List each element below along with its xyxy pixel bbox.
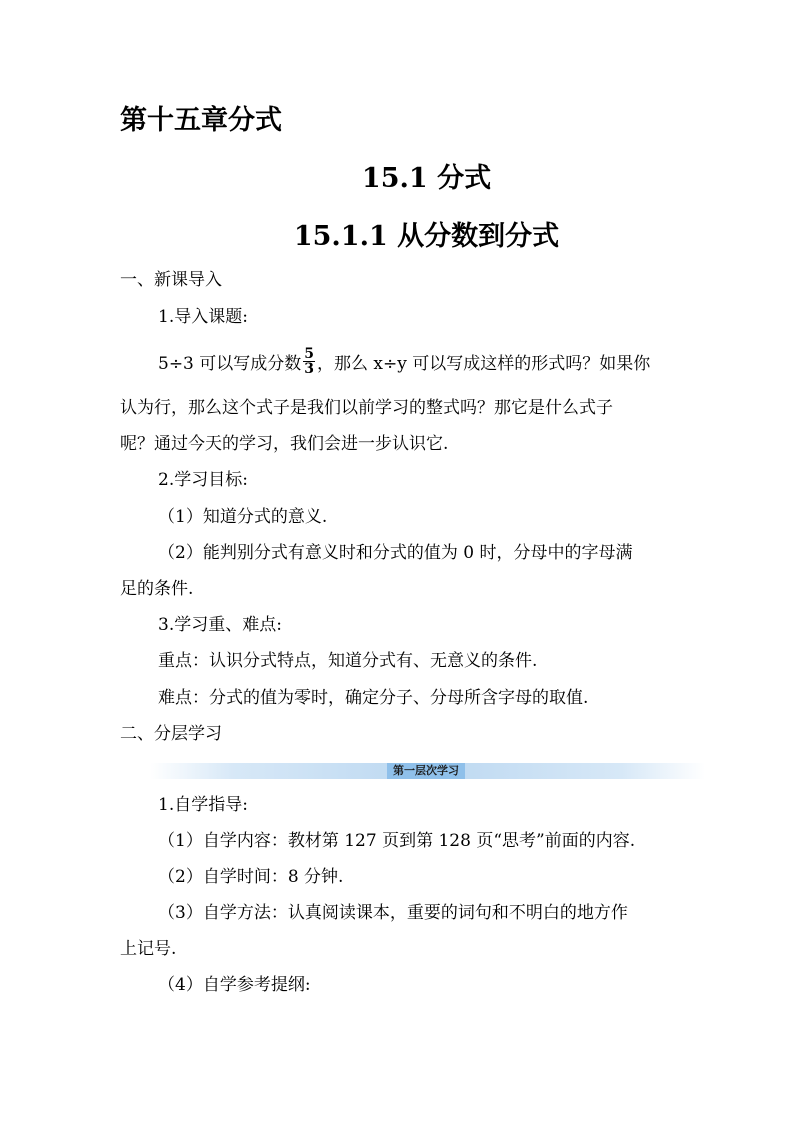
goal-2-line-1: （2）能判别分式有意义时和分式的值为 0 时，分母中的字母满 <box>158 543 633 563</box>
intro-text-b: ，那么 x÷y 可以写成这样的形式吗？如果你 <box>317 354 651 374</box>
intro-paragraph-line-2: 认为行，那么这个式子是我们以前学习的整式吗？那它是什么式子 <box>120 398 613 418</box>
fraction-denominator: 3 <box>304 361 315 377</box>
level-banner <box>150 763 705 779</box>
guide-label: 1.自学指导: <box>158 795 248 815</box>
guide-item-4: （4）自学参考提纲: <box>158 975 311 995</box>
chapter-title: 第十五章分式 <box>120 105 282 136</box>
guide-item-3-line-1: （3）自学方法：认真阅读课本，重要的词句和不明白的地方作 <box>158 903 628 923</box>
key-point: 重点：认识分式特点，知道分式有、无意义的条件. <box>158 651 538 671</box>
intro-text-a: 5÷3 可以写成分数 <box>158 354 302 374</box>
fraction-5-3 <box>303 347 315 376</box>
part2-heading: 二、分层学习 <box>120 724 222 744</box>
guide-item-3-line-2: 上记号. <box>120 939 177 959</box>
key-points-label: 3.学习重、难点: <box>158 615 282 635</box>
guide-item-2: （2）自学时间：8 分钟. <box>158 867 344 887</box>
intro-paragraph-line-1 <box>158 346 651 379</box>
section-title: 15.1 分式 <box>361 163 492 194</box>
goals-label: 2.学习目标: <box>158 470 248 490</box>
guide-item-1: （1）自学内容：教材第 127 页到第 128 页“思考”前面的内容. <box>158 831 636 851</box>
level-banner-label: 第一层次学习 <box>387 763 465 779</box>
difficult-point: 难点：分式的值为零时，确定分子、分母所含字母的取值. <box>158 688 589 708</box>
goal-1: （1）知道分式的意义. <box>158 507 328 527</box>
intro-label: 1.导入课题: <box>158 307 248 327</box>
part1-heading: 一、新课导入 <box>120 270 222 290</box>
fraction-numerator: 5 <box>304 346 315 362</box>
intro-paragraph-line-3: 呢？通过今天的学习，我们会进一步认识它. <box>120 434 449 454</box>
subsection-title: 15.1.1 从分数到分式 <box>293 221 560 252</box>
goal-2-line-2: 足的条件. <box>120 579 194 599</box>
